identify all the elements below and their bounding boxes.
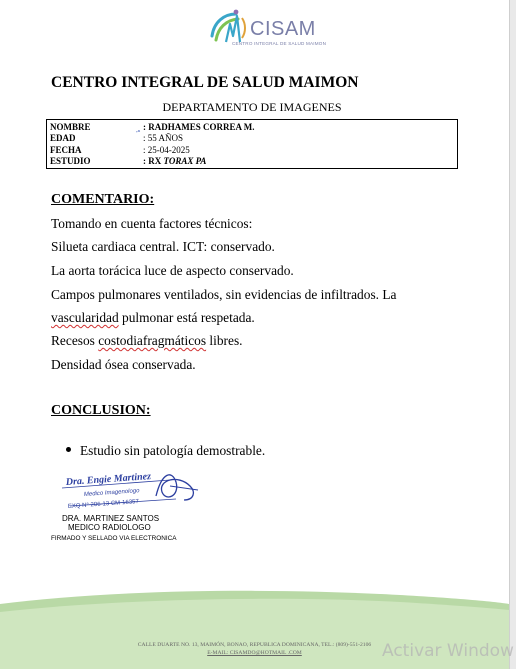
conclusion-text: Estudio sin patología demostrable. (80, 443, 266, 458)
report-date-row (50, 145, 457, 156)
signer-name: DRA. MARTINEZ SANTOS (62, 514, 160, 523)
patient-age-value: : 55 AÑOS (143, 133, 184, 144)
spellcheck-word[interactable]: vascularidad (51, 310, 119, 325)
report-title: CENTRO INTEGRAL DE SALUD MAIMON (51, 74, 359, 91)
signer-title: MEDICO RADIOLOGO (68, 523, 151, 532)
conclusion-item (66, 443, 265, 459)
conclusion-heading: CONCLUSION: (51, 403, 151, 418)
spellcheck-word[interactable]: costodiafragmáticos (98, 333, 207, 348)
study-value (143, 156, 206, 167)
comment-line (51, 310, 255, 326)
footer-email-link[interactable]: E-MAIL: CISAMDO@HOTMAIL .COM (207, 650, 302, 656)
footer-address: CALLE DUARTE NO. 13, MAIMÓN, BONAO, REPUBLICA DOMINICANA, TEL.: (809)-551-2106 (137, 642, 372, 648)
info-label: FECHA (50, 144, 82, 155)
logo-name: CISAM (250, 18, 316, 40)
info-label: EDAD (50, 133, 76, 144)
report-date-value: : 25-04-2025 (143, 144, 190, 155)
info-label: ESTUDIO (50, 156, 91, 167)
signature-note: FIRMADO Y SELLADO VIA ELECTRONICA (51, 535, 177, 542)
study-row (50, 156, 457, 167)
cisam-logo (204, 6, 327, 52)
window-edge (509, 0, 516, 669)
comment-line: Densidad ósea conservada. (51, 357, 196, 372)
info-label: NOMBRE (50, 122, 91, 132)
comment-line: La aorta torácica luce de aspecto conservado. (51, 263, 294, 278)
comment-text: Recesos (51, 333, 99, 348)
stamp-role: Medico Imagenologo (83, 488, 140, 498)
comment-line (51, 333, 243, 349)
patient-name-value: : RADHAMES CORREA M. (143, 122, 255, 132)
comment-line: Tomando en cuenta factores técnicos: (51, 216, 253, 231)
study-prefix: : RX (143, 156, 164, 167)
patient-age-row (50, 133, 457, 144)
patient-name-row (50, 122, 457, 133)
activation-watermark: Activar Window (382, 641, 514, 661)
bullet-icon (66, 447, 71, 452)
comment-text: libres. (206, 333, 243, 348)
comment-heading: COMENTARIO: (51, 192, 155, 207)
small-mark-icon: ᵥₙ (136, 128, 141, 134)
comment-text: pulmonar está respetada. (118, 310, 255, 325)
comment-line: Silueta cardiaca central. ICT: conservado. (51, 239, 275, 254)
department-subtitle: DEPARTAMENTO DE IMAGENES (162, 100, 342, 114)
patient-info-box (46, 119, 458, 169)
comment-line: Campos pulmonares ventilados, sin evidencias de infiltrados. La (51, 287, 397, 302)
stamp-doctor-name: Dra. Engie Martinez (65, 471, 152, 488)
study-name: TORAX PA (163, 156, 207, 167)
stamp-exq: EXQ N° 206-13 CM-16357 (67, 499, 140, 510)
signature-stamp (58, 466, 208, 512)
logo-subtitle: CENTRO INTEGRAL DE SALUD MAIMON (232, 41, 327, 46)
